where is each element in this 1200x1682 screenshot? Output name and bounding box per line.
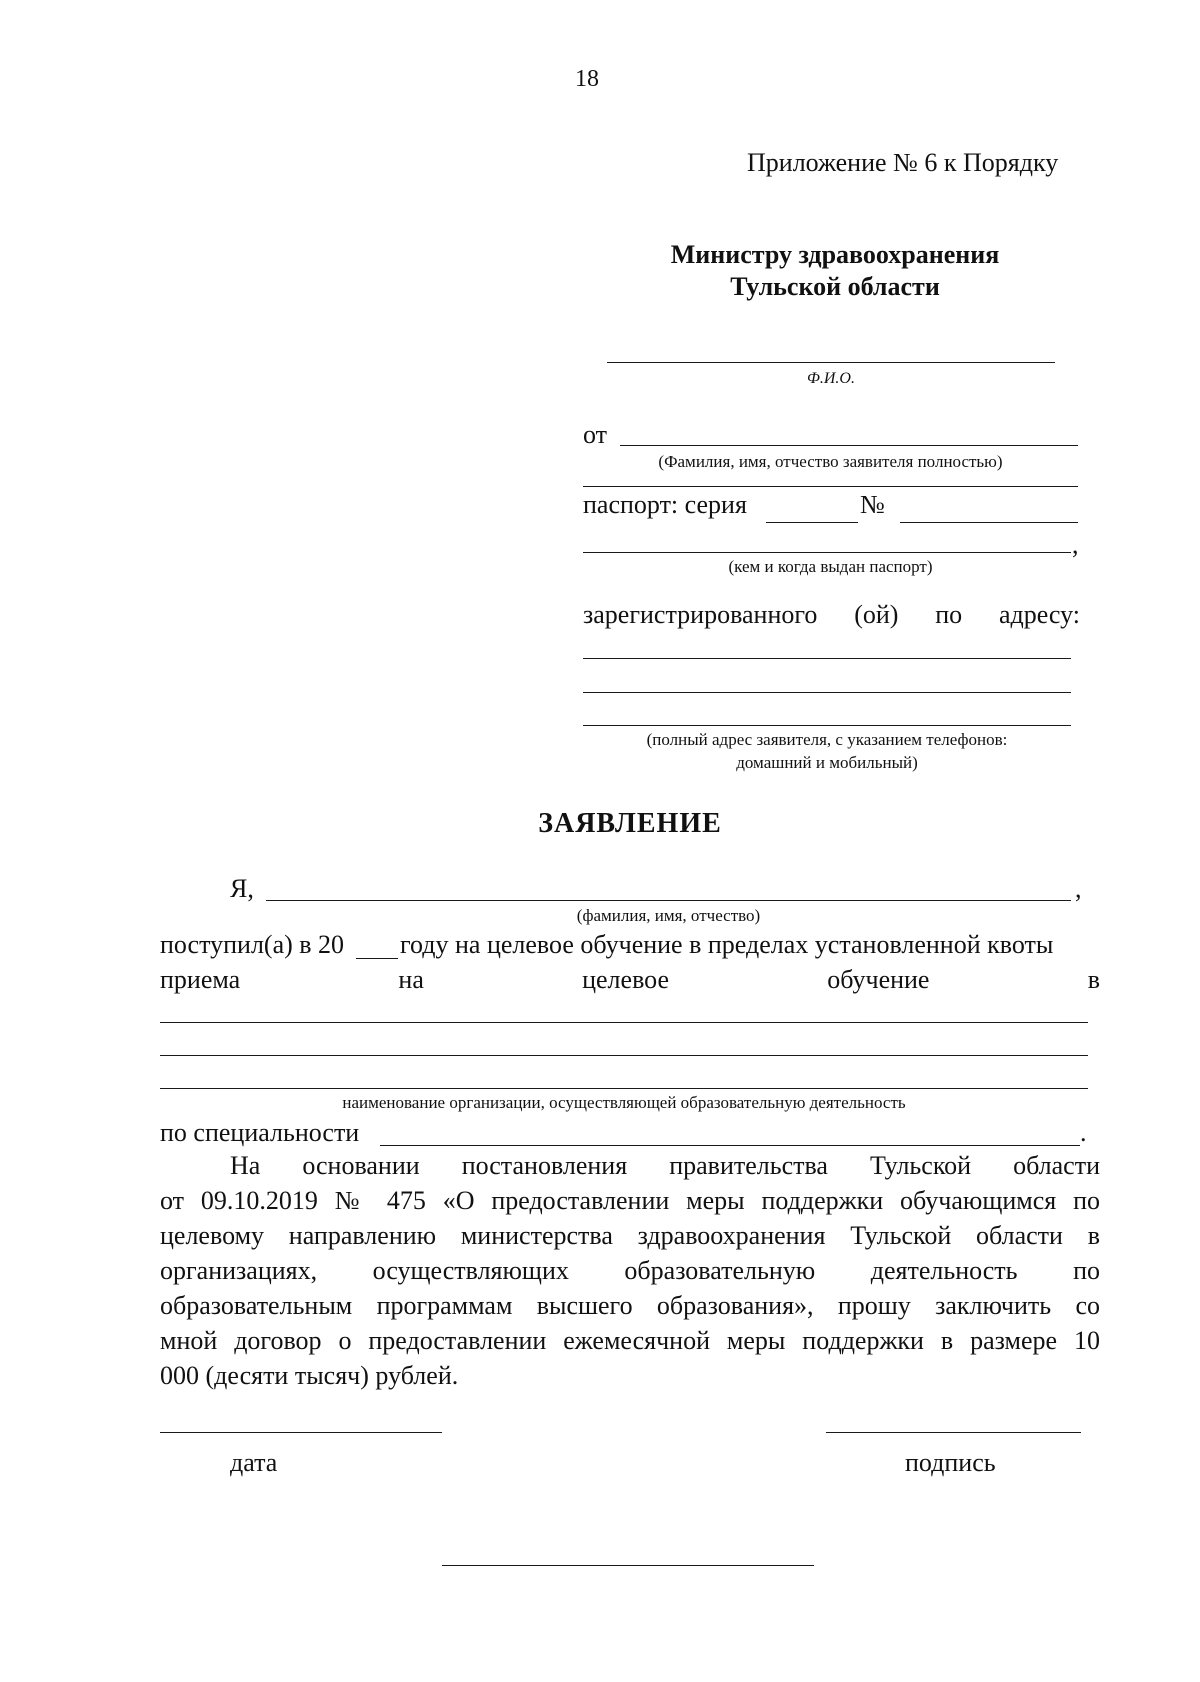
signature-line	[826, 1432, 1081, 1433]
word-obuchenie: обучение	[827, 965, 930, 994]
para-line-6: мной договор о предоставлении ежемесячной меры поддержки в размере 10	[160, 1326, 1100, 1355]
bottom-line	[442, 1565, 814, 1566]
addressee-fio-line	[607, 362, 1055, 363]
para-line-4: организациях, осуществляющих образовательную деятельность по	[160, 1256, 1100, 1285]
applicant-name-caption: (Фамилия, имя, отчество заявителя полностью)	[658, 452, 1003, 471]
word-v: в	[1087, 965, 1100, 994]
address-line-2	[583, 692, 1071, 693]
registered-word-2: (ой)	[854, 600, 899, 629]
registered-address-label	[583, 600, 1080, 630]
from-label: от	[583, 420, 608, 449]
address-caption-1: (полный адрес заявителя, с указанием телефонов:	[646, 730, 1008, 749]
applicant-name-line-2	[583, 486, 1078, 487]
enrolled-prefix: поступил(а) в 20	[160, 930, 345, 959]
address-line-3	[583, 725, 1071, 726]
passport-series-line	[766, 522, 858, 523]
statement-name-comma: ,	[1075, 874, 1082, 903]
i-label: Я,	[230, 874, 254, 903]
para-line-3: целевому направлению министерства здравоохранения Тульской области в	[160, 1221, 1100, 1250]
para-line-5: образовательным программам высшего образования», прошу заключить со	[160, 1291, 1100, 1320]
document-title: ЗАЯВЛЕНИЕ	[538, 808, 722, 839]
word-priema: приема	[160, 965, 241, 994]
para-line-7: 000 (десяти тысяч) рублей.	[160, 1361, 459, 1390]
enrolled-line-2	[160, 965, 1100, 995]
page-number: 18	[575, 66, 599, 92]
addressee-line-2: Тульской области	[730, 272, 940, 301]
statement-name-line	[266, 900, 1071, 901]
word-celevoe: целевое	[582, 965, 670, 994]
registered-word-1: зарегистрированного	[583, 600, 818, 629]
org-line-2	[160, 1055, 1088, 1056]
addressee-line-1: Министру здравоохранения	[670, 240, 1000, 269]
registered-word-3: по	[935, 600, 963, 629]
statement-name-caption: (фамилия, имя, отчество)	[576, 906, 761, 925]
specialty-line	[380, 1145, 1080, 1146]
word-na: на	[398, 965, 424, 994]
org-line-3	[160, 1088, 1088, 1089]
para-line-1: На основании постановления правительства Тульской области	[230, 1151, 1100, 1180]
org-line-1	[160, 1022, 1088, 1023]
para-line-2: от 09.10.2019 № 475 «О предоставлении меры поддержки обучающимся по	[160, 1186, 1100, 1215]
passport-series-label: паспорт: серия	[583, 490, 747, 519]
appendix-reference: Приложение № 6 к Порядку	[747, 148, 1059, 177]
passport-issued-comma: ,	[1072, 530, 1079, 559]
addressee-fio-caption: Ф.И.О.	[807, 370, 855, 387]
specialty-period: .	[1080, 1118, 1087, 1147]
address-caption-2: домашний и мобильный)	[736, 753, 918, 772]
date-label: дата	[230, 1448, 278, 1477]
specialty-label: по специальности	[160, 1118, 360, 1147]
passport-number-line	[900, 522, 1078, 523]
passport-issued-caption: (кем и когда выдан паспорт)	[728, 557, 933, 576]
address-line-1	[583, 658, 1071, 659]
passport-number-label: №	[860, 490, 885, 519]
date-line	[160, 1432, 442, 1433]
applicant-name-line	[620, 445, 1078, 446]
org-caption: наименование организации, осуществляющей образовательную деятельность	[342, 1093, 906, 1112]
registered-word-4: адресу:	[998, 600, 1080, 629]
passport-issued-line	[583, 552, 1071, 553]
enrolled-suffix: году на целевое обучение в пределах установленной квоты	[400, 930, 1054, 959]
enrolled-year-line	[356, 958, 398, 959]
signature-label: подпись	[905, 1448, 996, 1477]
